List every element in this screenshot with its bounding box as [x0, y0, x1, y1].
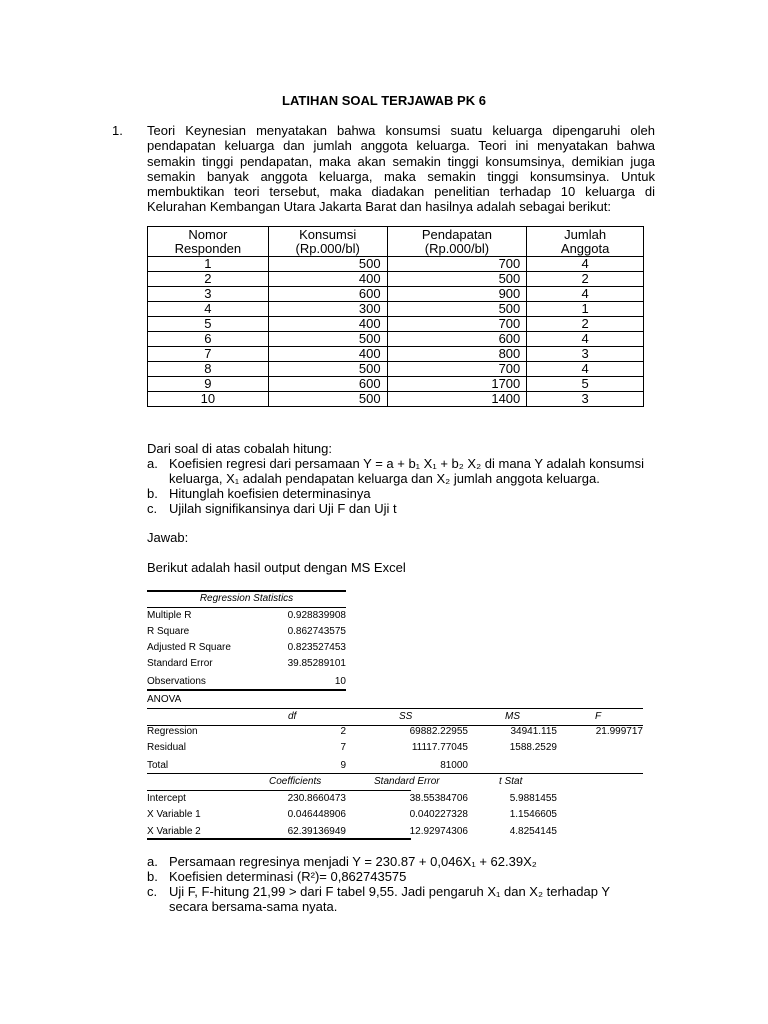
tasks-intro: Dari soal di atas cobalah hitung: — [147, 441, 333, 456]
anova-df: 9 — [340, 760, 346, 771]
header-nomor-responden: Nomor Responden — [148, 227, 269, 257]
anova-header-ms: MS — [505, 711, 520, 722]
stat-value: 0.928839908 — [287, 610, 346, 621]
task-a: a. Koefisien regresi dari persamaan Y = a + b₁ X₁ + b₂ X₂ di mana Y adalah konsumsi keluarga, X₁ adalah pendapatan keluarga dan X₂ jumlah anggota keluarga. — [147, 456, 644, 486]
table-row: 6 500 600 4 — [148, 332, 644, 347]
coef-value: 230.8660473 — [287, 793, 346, 804]
stat-value: 39.85289101 — [287, 658, 346, 669]
coef-t: 5.9881455 — [509, 793, 557, 804]
table-row: 3 600 900 4 — [148, 287, 644, 302]
stat-label: Standard Error — [147, 658, 213, 669]
stat-label: Observations — [147, 676, 206, 687]
jawab-label: Jawab: — [147, 530, 189, 545]
anova-label: ANOVA — [147, 694, 182, 705]
anova-row-label: Total — [147, 760, 169, 771]
table-row: 7 400 800 3 — [148, 347, 644, 362]
coef-se: 12.92974306 — [409, 826, 468, 837]
coef-t: 4.8254145 — [509, 826, 557, 837]
anova-row-label: Residual — [147, 742, 186, 753]
task-b: b. Hitunglah koefisien determinasinya — [147, 486, 371, 501]
coef-row-label: X Variable 1 — [147, 809, 201, 820]
header-jumlah-anggota: Jumlah Anggota — [527, 227, 644, 257]
stat-value: 10 — [334, 676, 346, 687]
coef-value: 0.046448906 — [287, 809, 346, 820]
task-c: c. Ujilah signifikansinya dari Uji F dan Uji t — [147, 501, 397, 516]
anova-ms: 1588.2529 — [509, 742, 557, 753]
coef-header-coefficients: Coefficients — [269, 776, 322, 787]
coef-row-label: X Variable 2 — [147, 826, 201, 837]
stat-label: Multiple R — [147, 610, 192, 621]
output-intro: Berikut adalah hasil output dengan MS Excel — [147, 560, 406, 575]
coef-header-t-stat: t Stat — [499, 776, 523, 787]
coef-se: 0.040227328 — [409, 809, 468, 820]
data-table — [147, 226, 644, 407]
coef-se: 38.55384706 — [409, 793, 468, 804]
answer-c: c. Uji F, F-hitung 21,99 > dari F tabel 9,55. Jadi pengaruh X₁ dan X₂ terhadap Y secara bersama-sama nyata. — [147, 884, 610, 914]
anova-ss: 69882.22955 — [409, 726, 468, 737]
answers-list — [147, 854, 612, 914]
anova-ms: 34941.115 — [510, 726, 557, 737]
table-row: 4 300 500 1 — [148, 302, 644, 317]
anova-df: 2 — [340, 726, 346, 737]
table-row: 1 500 700 4 — [148, 257, 644, 272]
coef-header-standard-error: Standard Error — [374, 776, 440, 787]
page-title: LATIHAN SOAL TERJAWAB PK 6 — [282, 93, 486, 108]
stat-label: R Square — [147, 626, 190, 637]
anova-row-label: Regression — [147, 726, 198, 737]
anova-f: 21.999717 — [595, 726, 643, 737]
regression-stats-title: Regression Statistics — [199, 593, 294, 604]
regression-output — [147, 590, 643, 840]
header-konsumsi: Konsumsi (Rp.000/bl) — [268, 227, 387, 257]
table-row: 5 400 700 2 — [148, 317, 644, 332]
anova-header-f: F — [595, 711, 602, 722]
table-header-row — [148, 227, 644, 257]
anova-header-ss: SS — [399, 711, 413, 722]
stat-value: 0.862743575 — [287, 626, 346, 637]
anova-header-df: df — [288, 711, 297, 722]
table-row: 10 500 1400 3 — [148, 392, 644, 407]
question-number: 1. — [112, 123, 123, 138]
coef-t: 1.1546605 — [509, 809, 557, 820]
table-row: 9 600 1700 5 — [148, 377, 644, 392]
coef-value: 62.39136949 — [287, 826, 346, 837]
tasks-list — [147, 441, 655, 516]
table-row: 8 500 700 4 — [148, 362, 644, 377]
question-paragraph: Teori Keynesian menyatakan bahwa konsumsi suatu keluarga dipengaruhi oleh pendapatan keluarga dan jumlah anggota keluarga. Teori ini menyatakan bahwa semakin tinggi pendapatan, maka akan semakin tinggi konsumsinya, demikian juga semakin banyak anggota keluarga, maka semakin tinggi konsumsinya. Untuk membuktikan teori tersebut, maka diadakan penelitian terhadap 10 keluarga di Kelurahan Kembangan Utara Jakarta Barat dan hasilnya adalah sebagai berikut: — [147, 123, 655, 215]
stat-label: Adjusted R Square — [147, 642, 231, 653]
stat-value: 0.823527453 — [287, 642, 346, 653]
coef-row-label: Intercept — [147, 793, 186, 804]
header-pendapatan: Pendapatan (Rp.000/bl) — [387, 227, 527, 257]
anova-df: 7 — [340, 742, 346, 753]
answer-a: a. Persamaan regresinya menjadi Y = 230.87 + 0,046X₁ + 62.39X₂ — [147, 854, 537, 869]
anova-ss: 81000 — [440, 760, 468, 771]
table-row: 2 400 500 2 — [148, 272, 644, 287]
answer-b: b. Koefisien determinasi (R²)= 0,862743575 — [147, 869, 407, 884]
anova-ss: 11117.77045 — [411, 742, 468, 753]
